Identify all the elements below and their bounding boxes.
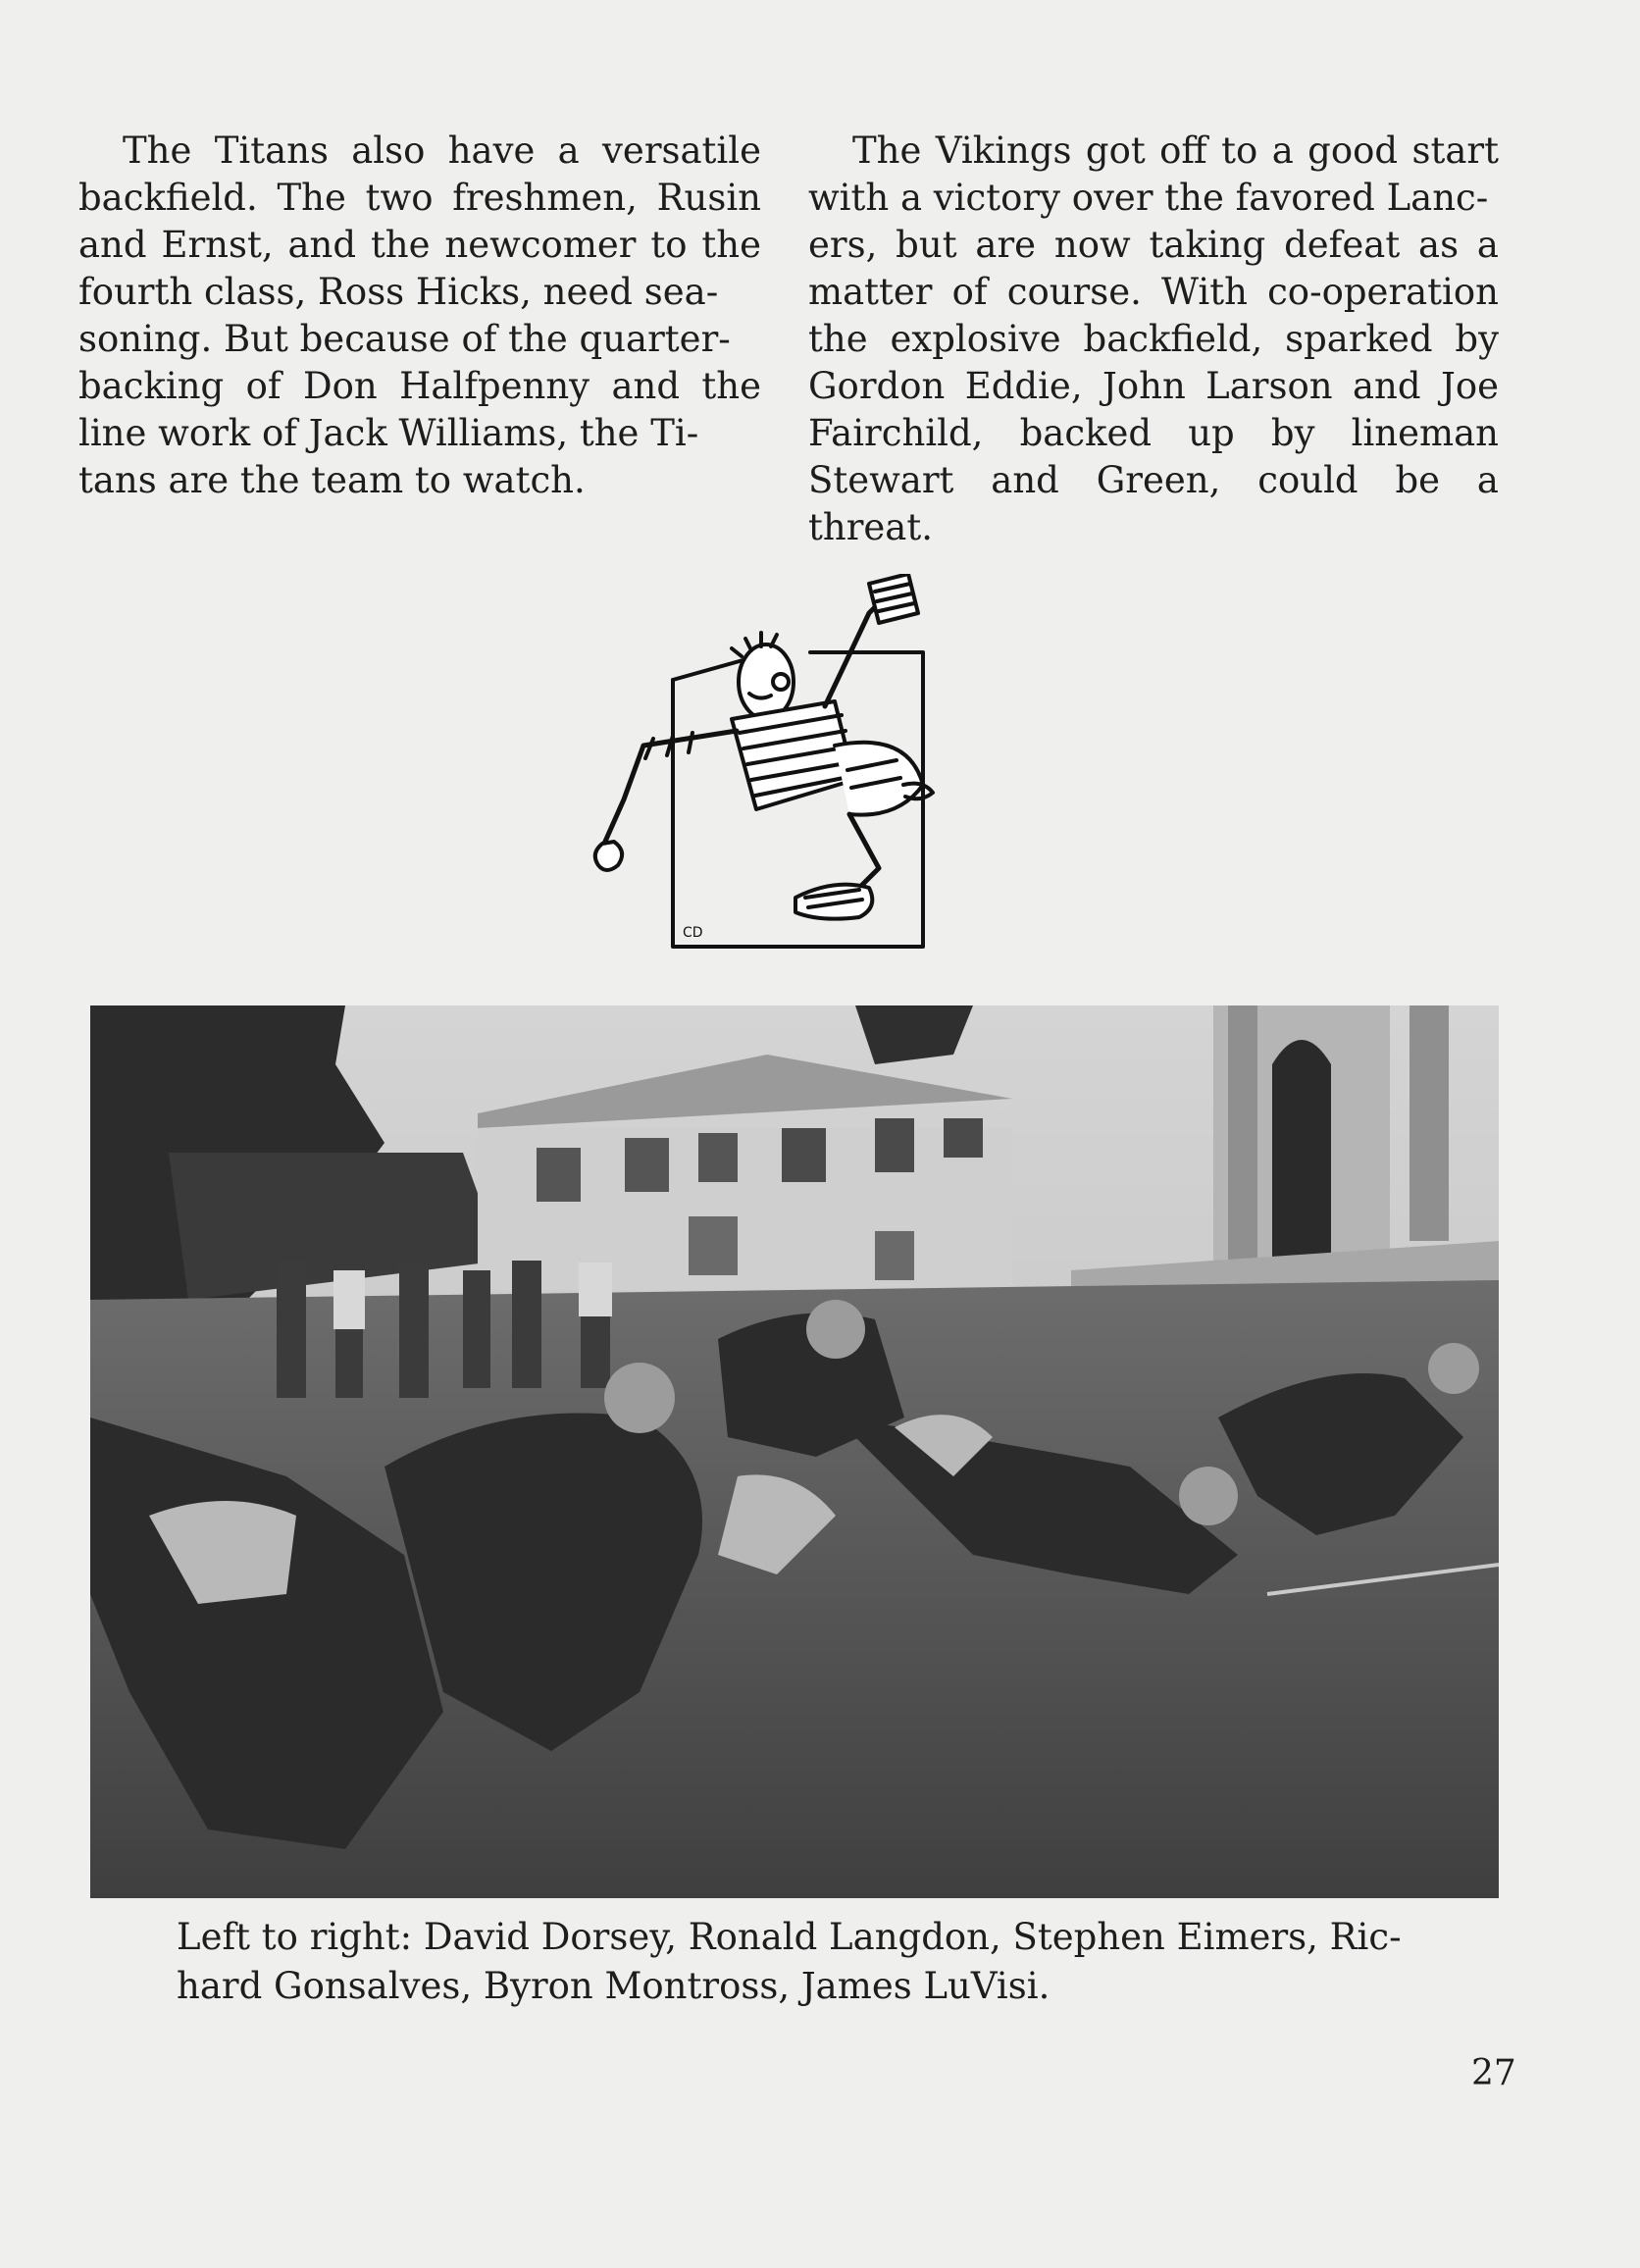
paragraph-line: tans are the team to watch. [78,459,586,501]
paragraph-line: ers, but are now taking defeat as a matter of course. With co-operation the explosive backfield, sparked by Gordon Eddie, John Larson and Joe Fairchild, backed up by lineman Stewart and Green, could be a threat. [808,224,1499,548]
paragraph-line: backing of Don Halfpenny and the line work of Jack Williams, the Ti- [78,365,761,454]
left-text-column [78,128,761,504]
paragraph-line: The Vikings got off to a good start with a victory over the favored Lanc- [808,129,1499,219]
caption-line: hard Gonsalves, Byron Montross, James LuVisi. [177,1965,1051,2007]
paragraph-line: soning. But because of the quarter- [78,318,731,360]
artist-signature: CD [683,925,703,941]
photo-illustration [90,1005,1499,1898]
page-number: 27 [1471,2053,1516,2093]
football-player-cartoon [585,574,987,952]
vikings-paragraph [808,128,1499,551]
photo-caption [177,1913,1432,2011]
right-text-column [808,128,1499,551]
caption-line: Left to right: David Dorsey, Ronald Langdon, Stephen Eimers, Ric- [177,1916,1402,1958]
paragraph-line: The Titans also have a versatile backfield. The two freshmen, Rusin and Ernst, and the newcomer to the fourth class, Ross Hicks, need sea- [78,129,761,313]
football-practice-photo [90,1005,1499,1898]
titans-paragraph [78,128,761,504]
